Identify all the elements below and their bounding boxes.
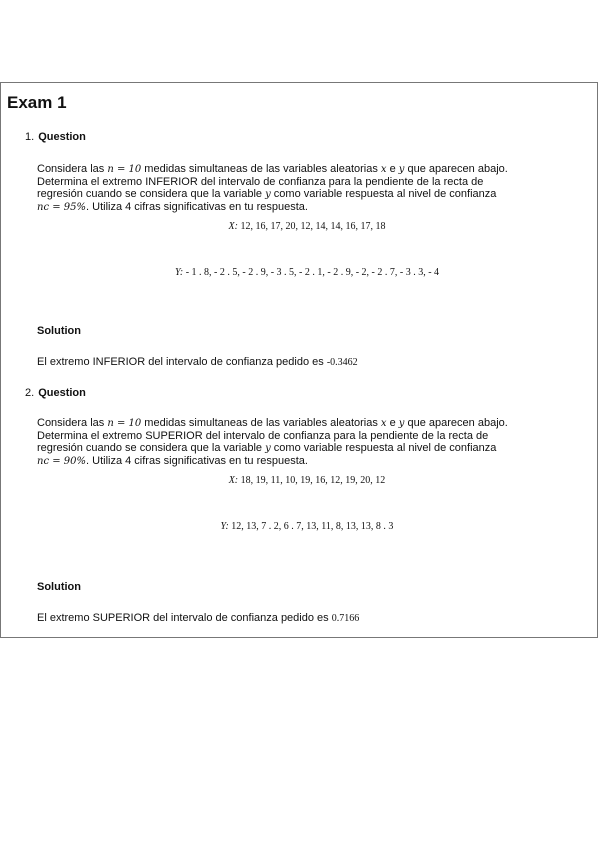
q1-y-label: Y: [174,267,184,278]
q1-intro-pre: Considera las [37,163,108,175]
q1-line3-post: como variable respuesta al nivel de confianza [270,188,497,200]
q2-intro-and: e [386,417,399,429]
q1-x-label: X: [228,221,238,232]
exam-sheet [0,82,598,638]
question-2-text [37,417,577,468]
question-2-label: Question [38,387,86,399]
q2-var-y: y [398,418,405,429]
question-2-number: 2. [25,387,35,399]
question-1-solution-text [37,356,358,368]
question-2-heading [25,387,86,399]
q1-x-values: 12, 16, 17, 20, 12, 14, 14, 16, 17, 18 [240,221,386,232]
q2-line3-var: y [265,443,271,454]
question-2-y-data [37,521,577,532]
q2-n-expr: n = 10 [107,418,142,429]
q2-line4-post: . Utiliza 4 cifras significativas en tu respuesta. [86,455,308,467]
q2-x-values: 18, 19, 11, 10, 19, 16, 12, 19, 20, 12 [240,475,386,486]
q2-confidence-expr: nc = 90% [37,456,87,467]
q2-line2: Determina el extremo SUPERIOR del intervalo de confianza para la pendiente de la recta de [37,430,489,442]
q1-solution-value: -0.3462 [326,357,358,368]
question-2-solution-text [37,612,359,624]
question-1-x-data [37,221,577,232]
q1-n-expr: n = 10 [107,164,142,175]
q1-line3-var: y [265,189,271,200]
q1-intro-post: que aparecen abajo. [404,163,508,175]
question-1-text [37,163,577,214]
q1-line3-pre: regresión cuando se considera que la variable [37,188,266,200]
q1-line4-post: . Utiliza 4 cifras significativas en tu respuesta. [86,201,308,213]
q2-intro-mid: medidas simultaneas de las variables aleatorias [141,417,381,429]
q2-intro-post: que aparecen abajo. [404,417,508,429]
q1-solution-sentence: El extremo INFERIOR del intervalo de confianza pedido es [37,356,327,368]
question-1-y-data [37,267,577,278]
question-1-heading [25,131,86,143]
question-2-x-data [37,475,577,486]
q2-solution-value: 0.7166 [331,613,360,624]
q1-var-y: y [398,164,405,175]
q2-y-values: 12, 13, 7 . 2, 6 . 7, 13, 11, 8, 13, 13, 8 . 3 [231,521,394,532]
question-1-label: Question [38,131,86,143]
q1-var-x: x [380,164,387,175]
question-1-solution-heading: Solution [37,325,81,337]
question-2-solution-heading: Solution [37,581,81,593]
q2-x-label: X: [228,475,239,486]
q1-y-values: - 1 . 8, - 2 . 5, - 2 . 9, - 3 . 5, - 2 . 1, - 2 . 9, - 2, - 2 . 7, - 3 . 3, - 4 [185,267,440,278]
exam-title: Exam 1 [7,93,67,112]
q2-line3-pre: regresión cuando se considera que la variable [37,442,266,454]
q2-var-x: x [380,418,387,429]
q2-solution-sentence: El extremo SUPERIOR del intervalo de confianza pedido es [37,612,332,624]
q2-y-label: Y: [220,521,229,532]
q1-intro-and: e [386,163,399,175]
q2-line3-post: como variable respuesta al nivel de confianza [270,442,497,454]
q1-line2: Determina el extremo INFERIOR del intervalo de confianza para la pendiente de la recta de [37,176,484,188]
q1-intro-mid: medidas simultaneas de las variables aleatorias [141,163,381,175]
q1-confidence-expr: nc = 95% [37,202,87,213]
question-1-number: 1. [25,131,35,143]
q2-intro-pre: Considera las [37,417,108,429]
